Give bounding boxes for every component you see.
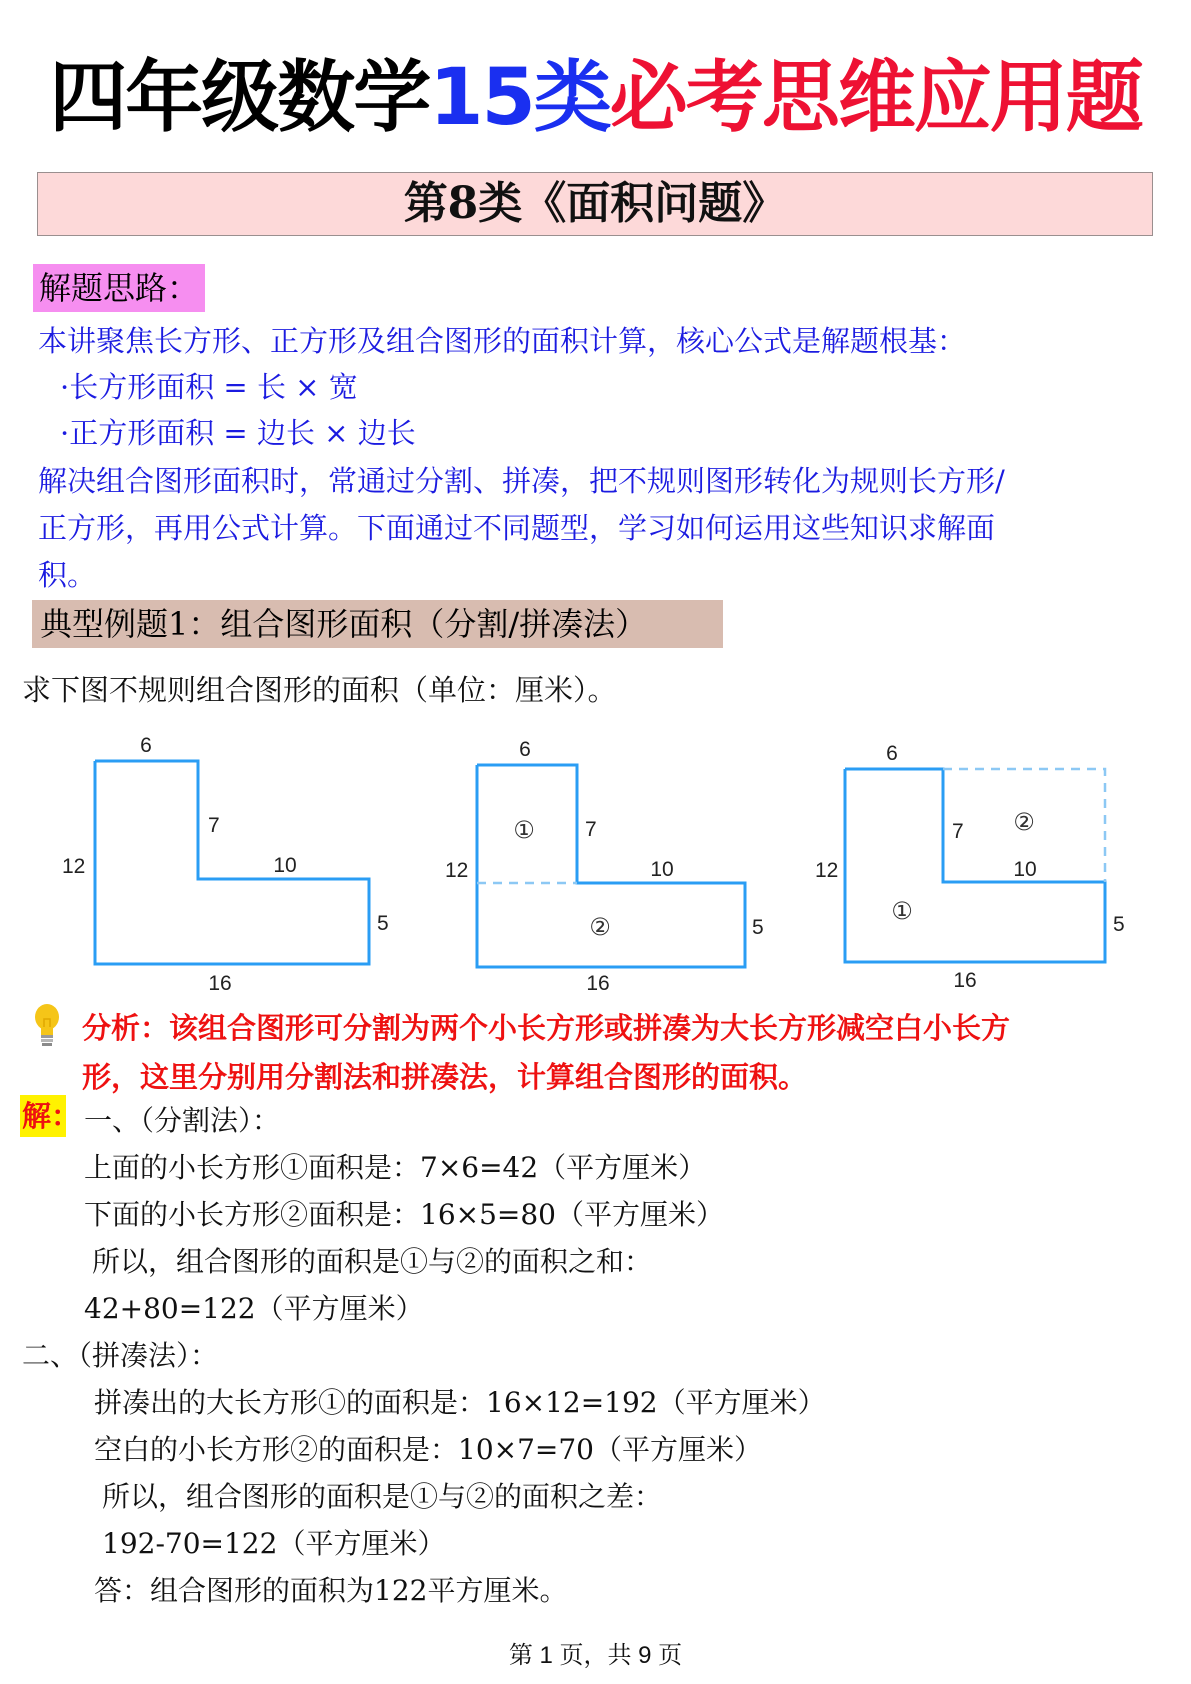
fig2-region2: ② [589,913,611,941]
solution-label: 解： [22,1099,81,1133]
method2-heading: 二、（拼凑法）： [22,1339,219,1372]
fig3-label-bottom: 16 [953,969,977,992]
fig2-label-right: 5 [752,916,764,939]
method2-result: 192-70=122（平方厘米） [102,1527,446,1560]
page-number: 第 1 页，共 9 页 [508,1642,683,1669]
fig3-region1: ① [891,897,913,925]
fig1-label-left: 12 [62,855,86,878]
fig1-label-bottom: 16 [208,972,232,995]
example-question: 求下图不规则组合图形的面积（单位：厘米）。 [22,673,617,707]
fig2-label-left: 12 [445,859,469,882]
fig1-label-top: 6 [140,734,152,757]
fig3-label-top: 6 [886,742,898,765]
fig3-label-right: 5 [1113,913,1125,936]
fig2-region1: ① [513,816,535,844]
thinking-intro: 本讲聚焦长方形、正方形及组合图形的面积计算，核心公式是解题根基： [38,324,967,358]
thinking-paragraph-line2: 正方形，再用公式计算。下面通过不同题型，学习如何运用这些知识求解面 [38,511,996,545]
fig3-label-inner-horizontal: 10 [1013,858,1037,881]
figure-assembly-method [815,742,1125,992]
method2-step2: 空白的小长方形②的面积是：10×7=70（平方厘米） [94,1433,762,1466]
figure-division-method [445,738,764,995]
fig2-label-bottom: 16 [586,972,610,995]
method2-step3: 所以，组合图形的面积是①与②的面积之差： [102,1480,663,1513]
method1-step3: 所以，组合图形的面积是①与②的面积之和： [92,1245,653,1278]
title-part-topic: 必考思维应用题 [609,53,1142,143]
method1-step2: 下面的小长方形②面积是：16×5=80（平方厘米） [84,1198,724,1231]
thinking-label: 解题思路： [33,264,205,312]
final-answer: 答：组合图形的面积为122平方厘米。 [94,1574,568,1607]
fig3-label-left: 12 [815,859,839,882]
title-part-grade: 四年级数学 [49,53,430,143]
fig2-label-inner-horizontal: 10 [650,858,674,881]
fig1-label-inner-horizontal: 10 [273,854,297,877]
analysis-line2: 形，这里分别用分割法和拼凑法，计算组合图形的面积。 [82,1062,808,1094]
fig1-label-right: 5 [377,912,389,935]
method1-step1: 上面的小长方形①面积是：7×6=42（平方厘米） [84,1151,707,1184]
method1-heading: 一、（分割法）： [84,1104,281,1137]
formula-square: ·正方形面积 = 边长 × 边长 [60,416,416,450]
fig2-label-inner-vertical: 7 [585,818,597,841]
title-part-count: 15类 [429,53,610,143]
analysis-line1: 分析：该组合图形可分割为两个小长方形或拼凑为大长方形减空白小长方 [82,1013,1011,1045]
thinking-paragraph-line3: 积。 [38,558,97,592]
fig3-label-inner-vertical: 7 [952,820,964,843]
example-title: 典型例题1：组合图形面积（分割/拼凑法） [40,605,648,643]
fig2-label-top: 6 [519,738,531,761]
figure-l-shape [62,734,389,995]
method1-result: 42+80=122（平方厘米） [84,1292,424,1325]
method2-step1: 拼凑出的大长方形①的面积是：16×12=192（平方厘米） [94,1386,826,1419]
fig3-region2: ② [1013,808,1035,836]
thinking-paragraph-line1: 解决组合图形面积时，常通过分割、拼凑，把不规则图形转化为规则长方形/ [38,464,1005,498]
formula-rectangle: ·长方形面积 = 长 × 宽 [60,370,358,404]
chapter-title: 第8类《面积问题》 [403,178,787,229]
lightbulb-icon [32,1003,62,1049]
fig1-label-inner-vertical: 7 [208,814,220,837]
